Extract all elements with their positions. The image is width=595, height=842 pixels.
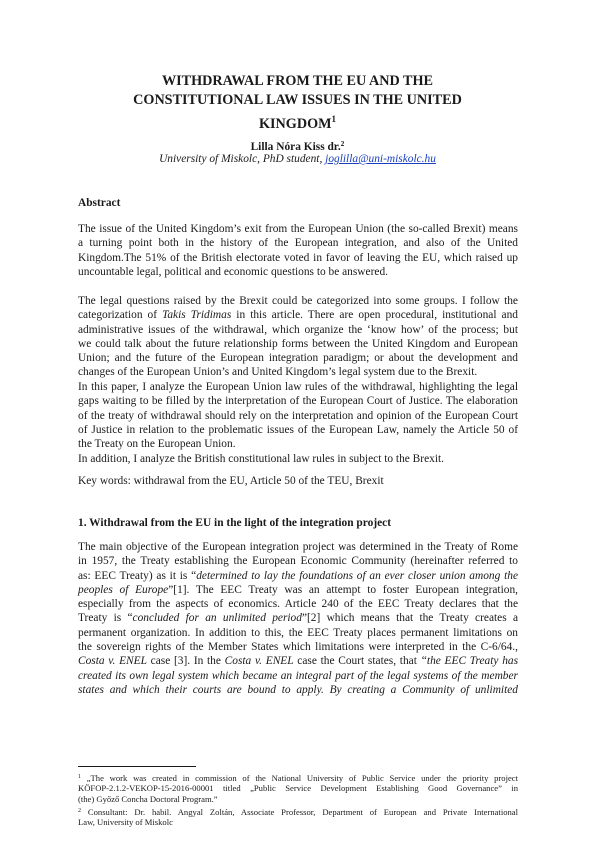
author-footnote-mark[interactable]: 2	[340, 139, 345, 148]
author-name: Lilla Nóra Kiss dr.$^2$	[250, 139, 345, 153]
abstract-paragraph-1: The issue of the United Kingdom’s exit from the European Union (the so-called Brexit) means a turning point both in the history of the European integration, and also of the United Kingdom.The 51% of the British electorate voted in favor of leaving the EU, which raised up uncountable legal, political and economic questions to be answered.	[78, 223, 518, 278]
section-1-paragraph: The main objective of the European integration project was determined in the Treaty of Rome in 1957, the Treaty establishing the European Economic Community (hereinafter referred to as: EEC Treaty) as it is “determined to lay the foundations of an ever closer union among the peoples of Europe”[1]. The EEC Treaty was an attempt to foster European integration, especially from the aspects of economics. Article 240 of the EEC Treaty declares that the Treaty is “concluded for an unlimited period”[2] which means that the Treaty creates a permanent organization. In addition to this, the EEC Treaty places permanent limitations on the sovereign rights of the Member States which limitations were interpreted in the C-6/64., Costa v. ENEL case [3]. In the Costa v. ENEL case the Court states, that “the EEC Treaty has created its own legal system which became an integral part of the legal systems of the member states and which their courts are bound to apply. By creating a Community of unlimited	[78, 541, 519, 696]
abstract-paragraph-4: In addition, I analyze the British constitutional law rules in subject to the Brexit.	[78, 453, 445, 465]
footnote-2: $^2$ Consultant: Dr. habil. Angyal Zoltán, Associate Professor, Department of European and Private International Law, University of Miskolc	[78, 807, 518, 827]
abstract-paragraph-2: The legal questions raised by the Brexit could be categorized into some groups. I follow the categorization of Takis Tridimas in this article. There are open procedural, institutional and administrative issues of the withdrawal, which organize the ‘know how’ of the process; but we could talk about the future relationship forms between the United Kingdom and European Union; and the future of the European integration paradigm; or about the development and changes of the European Union’s and United Kingdom’s legal system due to the Brexit.	[78, 295, 518, 379]
email-link[interactable]: joglilla@uni-miskolc.hu	[325, 153, 436, 165]
cited-author: Takis Tridimas	[162, 309, 232, 322]
author-affiliation: University of Miskolc, PhD student, joglilla@uni-miskolc.hu	[159, 153, 436, 165]
keywords: Key words: withdrawal from the EU, Article 50 of the TEU, Brexit	[78, 475, 384, 487]
paper-title	[90, 72, 505, 134]
title-line-3: KINGDOM$^1$	[258, 114, 336, 132]
footnote-separator	[78, 766, 196, 767]
footnote-1: $^1$ „The work was created in commission of the National University of Public Service under the priority project KÖFOP-2.1.2-VEKOP-15-2016-00001 titled „Public Service Development Establishing Good Governance” in (the) Győző Concha Doctoral Program.”	[78, 773, 518, 804]
title-footnote-mark[interactable]: 1	[331, 114, 336, 124]
abstract-heading: Abstract	[78, 197, 121, 209]
section-1-heading: 1. Withdrawal from the EU in the light of the integration project	[78, 517, 392, 529]
title-line-1: WITHDRAWAL FROM THE EU AND THE	[161, 73, 434, 89]
abstract-paragraph-3: In this paper, I analyze the European Union law rules of the withdrawal, highlighting the legal gaps waiting to be filled by the interpretation of the European Court of Justice. The elaboration of the treaty of withdrawal should rely on the interpretation and opinion of the European Court of Justice in relation to the problematic issues of the European Law, namely the Article 50 of the Treaty on the European Union.	[78, 381, 518, 451]
title-line-2: CONSTITUTIONAL LAW ISSUES IN THE UNITED	[133, 92, 462, 108]
